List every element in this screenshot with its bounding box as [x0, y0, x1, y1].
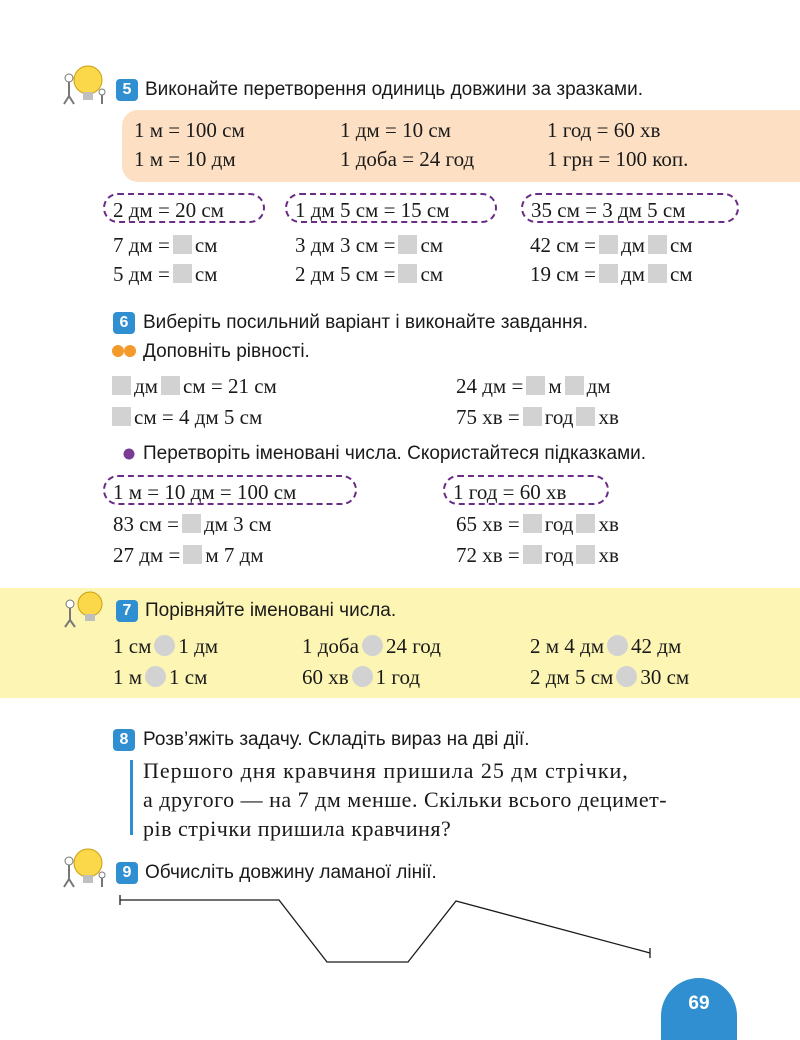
answer-box[interactable] [565, 376, 584, 395]
exercise-text: дм [134, 374, 158, 398]
exercise-text: см [194, 262, 218, 286]
compare-row [530, 634, 681, 659]
compare-right: 1 см [169, 665, 208, 689]
compare-left: 1 м [113, 665, 143, 689]
exercise-text: 65 хв = [456, 512, 520, 536]
task-title: Обчисліть довжину ламаної лінії. [145, 862, 437, 883]
answer-box[interactable] [112, 407, 131, 426]
answer-box[interactable] [398, 235, 417, 254]
compare-row [113, 634, 218, 659]
compare-left: 2 дм 5 см [530, 665, 614, 689]
subtask-title: Доповніть рівності. [143, 341, 310, 362]
answer-box[interactable] [182, 514, 201, 533]
reference-item: 1 год = 60 хв [547, 118, 661, 142]
two-dots-icon [111, 344, 137, 358]
exercise-text: см [420, 233, 444, 257]
lightbulb-icon [58, 588, 108, 628]
answer-box[interactable] [648, 264, 667, 283]
reference-item: 1 грн = 100 коп. [547, 147, 689, 171]
problem-line: Першого дня кравчиня пришила 25 дм стрічки, [143, 758, 629, 783]
answer-box[interactable] [599, 235, 618, 254]
subtask-title: Перетворіть іменовані числа. Скористайтеся підказками. [143, 443, 647, 464]
task-number: 9 [116, 862, 138, 884]
answer-box[interactable] [576, 545, 595, 564]
answer-box[interactable] [523, 407, 542, 426]
compare-row [530, 665, 689, 690]
exercise-row [456, 374, 611, 399]
hint-box: 1 м = 10 дм = 100 см [103, 475, 357, 505]
example-box: 1 дм 5 см = 15 см [285, 193, 497, 223]
exercise-row [113, 512, 272, 537]
compare-left: 1 доба [302, 634, 359, 658]
answer-box[interactable] [173, 235, 192, 254]
page-number: 69 [661, 978, 737, 1040]
task-number: 7 [116, 600, 138, 622]
exercise-text: 83 см = [113, 512, 179, 536]
exercise-text: 19 см = [530, 262, 596, 286]
exercise-text: см = 4 дм 5 см [134, 405, 263, 429]
problem-line: рів стрічки пришила кравчиня? [143, 816, 452, 841]
exercise-row [295, 262, 443, 287]
exercise-text: 2 дм 5 см = [295, 262, 396, 286]
compare-circle[interactable] [607, 635, 628, 656]
compare-row [113, 665, 207, 690]
exercise-row [113, 543, 264, 568]
compare-right: 30 см [640, 665, 690, 689]
answer-box[interactable] [648, 235, 667, 254]
exercise-text: см [420, 262, 444, 286]
exercise-text: дм 3 см [203, 512, 272, 536]
compare-circle[interactable] [362, 635, 383, 656]
compare-circle[interactable] [145, 666, 166, 687]
answer-box[interactable] [576, 407, 595, 426]
answer-box[interactable] [523, 514, 542, 533]
hint-box: 1 год = 60 хв [443, 475, 609, 505]
exercise-text: хв [598, 405, 619, 429]
answer-box[interactable] [398, 264, 417, 283]
task-number: 6 [113, 312, 135, 334]
task-title: Порівняйте іменовані числа. [145, 600, 397, 621]
compare-left: 1 см [113, 634, 152, 658]
compare-right: 24 год [385, 634, 441, 658]
answer-box[interactable] [576, 514, 595, 533]
exercise-row [456, 512, 619, 537]
exercise-text: год [544, 405, 574, 429]
exercise-row [295, 233, 443, 258]
dot-icon [123, 448, 135, 460]
exercise-row [109, 374, 277, 399]
task-title: Виберіть посильний варіант і виконайте завдання. [143, 312, 589, 333]
answer-box[interactable] [173, 264, 192, 283]
exercise-text: см [669, 262, 693, 286]
exercise-text: 7 дм = [113, 233, 170, 257]
compare-right: 1 дм [178, 634, 219, 658]
exercise-text: 72 хв = [456, 543, 520, 567]
exercise-text: 42 см = [530, 233, 596, 257]
exercise-text: 3 дм 3 см = [295, 233, 396, 257]
problem-line: а другого — на 7 дм менше. Скільки всього децимет- [143, 787, 668, 812]
compare-circle[interactable] [352, 666, 373, 687]
exercise-text: дм [586, 374, 611, 398]
compare-row [302, 634, 441, 659]
exercise-text: год [544, 543, 574, 567]
answer-box[interactable] [599, 264, 618, 283]
exercise-row [530, 262, 693, 287]
exercise-text: год [544, 512, 574, 536]
exercise-text: м [548, 374, 562, 398]
reference-item: 1 дм = 10 см [340, 118, 451, 142]
exercise-row [456, 543, 619, 568]
task-number: 8 [113, 729, 135, 751]
compare-right: 42 дм [631, 634, 682, 658]
exercise-row [113, 262, 217, 287]
exercise-text: дм [620, 233, 645, 257]
task-title: Розв’яжіть задачу. Складіть вираз на дві дії. [143, 729, 530, 750]
compare-left: 2 м 4 дм [530, 634, 605, 658]
answer-box[interactable] [523, 545, 542, 564]
answer-box[interactable] [183, 545, 202, 564]
exercise-row [113, 233, 217, 258]
compare-row [302, 665, 420, 690]
exercise-text: см [194, 233, 218, 257]
reference-item: 1 м = 100 см [134, 118, 245, 142]
exercise-text: 75 хв = [456, 405, 520, 429]
answer-box[interactable] [526, 376, 545, 395]
compare-left: 60 хв [302, 665, 349, 689]
exercise-text: см = 21 см [182, 374, 277, 398]
exercise-text: 27 дм = [113, 543, 181, 567]
exercise-text: хв [598, 512, 619, 536]
exercise-text: см [669, 233, 693, 257]
exercise-text: м 7 дм [205, 543, 264, 567]
exercise-text: дм [620, 262, 645, 286]
reference-item: 1 доба = 24 год [340, 147, 475, 171]
compare-circle[interactable] [154, 635, 175, 656]
example-box: 35 см = 3 дм 5 см [521, 193, 739, 223]
example-box: 2 дм = 20 см [103, 193, 265, 223]
lightbulb-icon [58, 62, 108, 106]
task-title: Виконайте перетворення одиниць довжини за зразками. [145, 79, 643, 100]
exercise-text: 5 дм = [113, 262, 170, 286]
exercise-text: 24 дм = [456, 374, 524, 398]
polyline-figure [0, 880, 800, 980]
exercise-row [109, 405, 262, 430]
exercise-row [456, 405, 619, 430]
exercise-row [530, 233, 693, 258]
compare-circle[interactable] [616, 666, 637, 687]
compare-right: 1 год [375, 665, 421, 689]
answer-box[interactable] [161, 376, 180, 395]
task-number: 5 [116, 79, 138, 101]
exercise-text: хв [598, 543, 619, 567]
answer-box[interactable] [112, 376, 131, 395]
problem-bar [130, 760, 133, 835]
reference-item: 1 м = 10 дм [134, 147, 236, 171]
